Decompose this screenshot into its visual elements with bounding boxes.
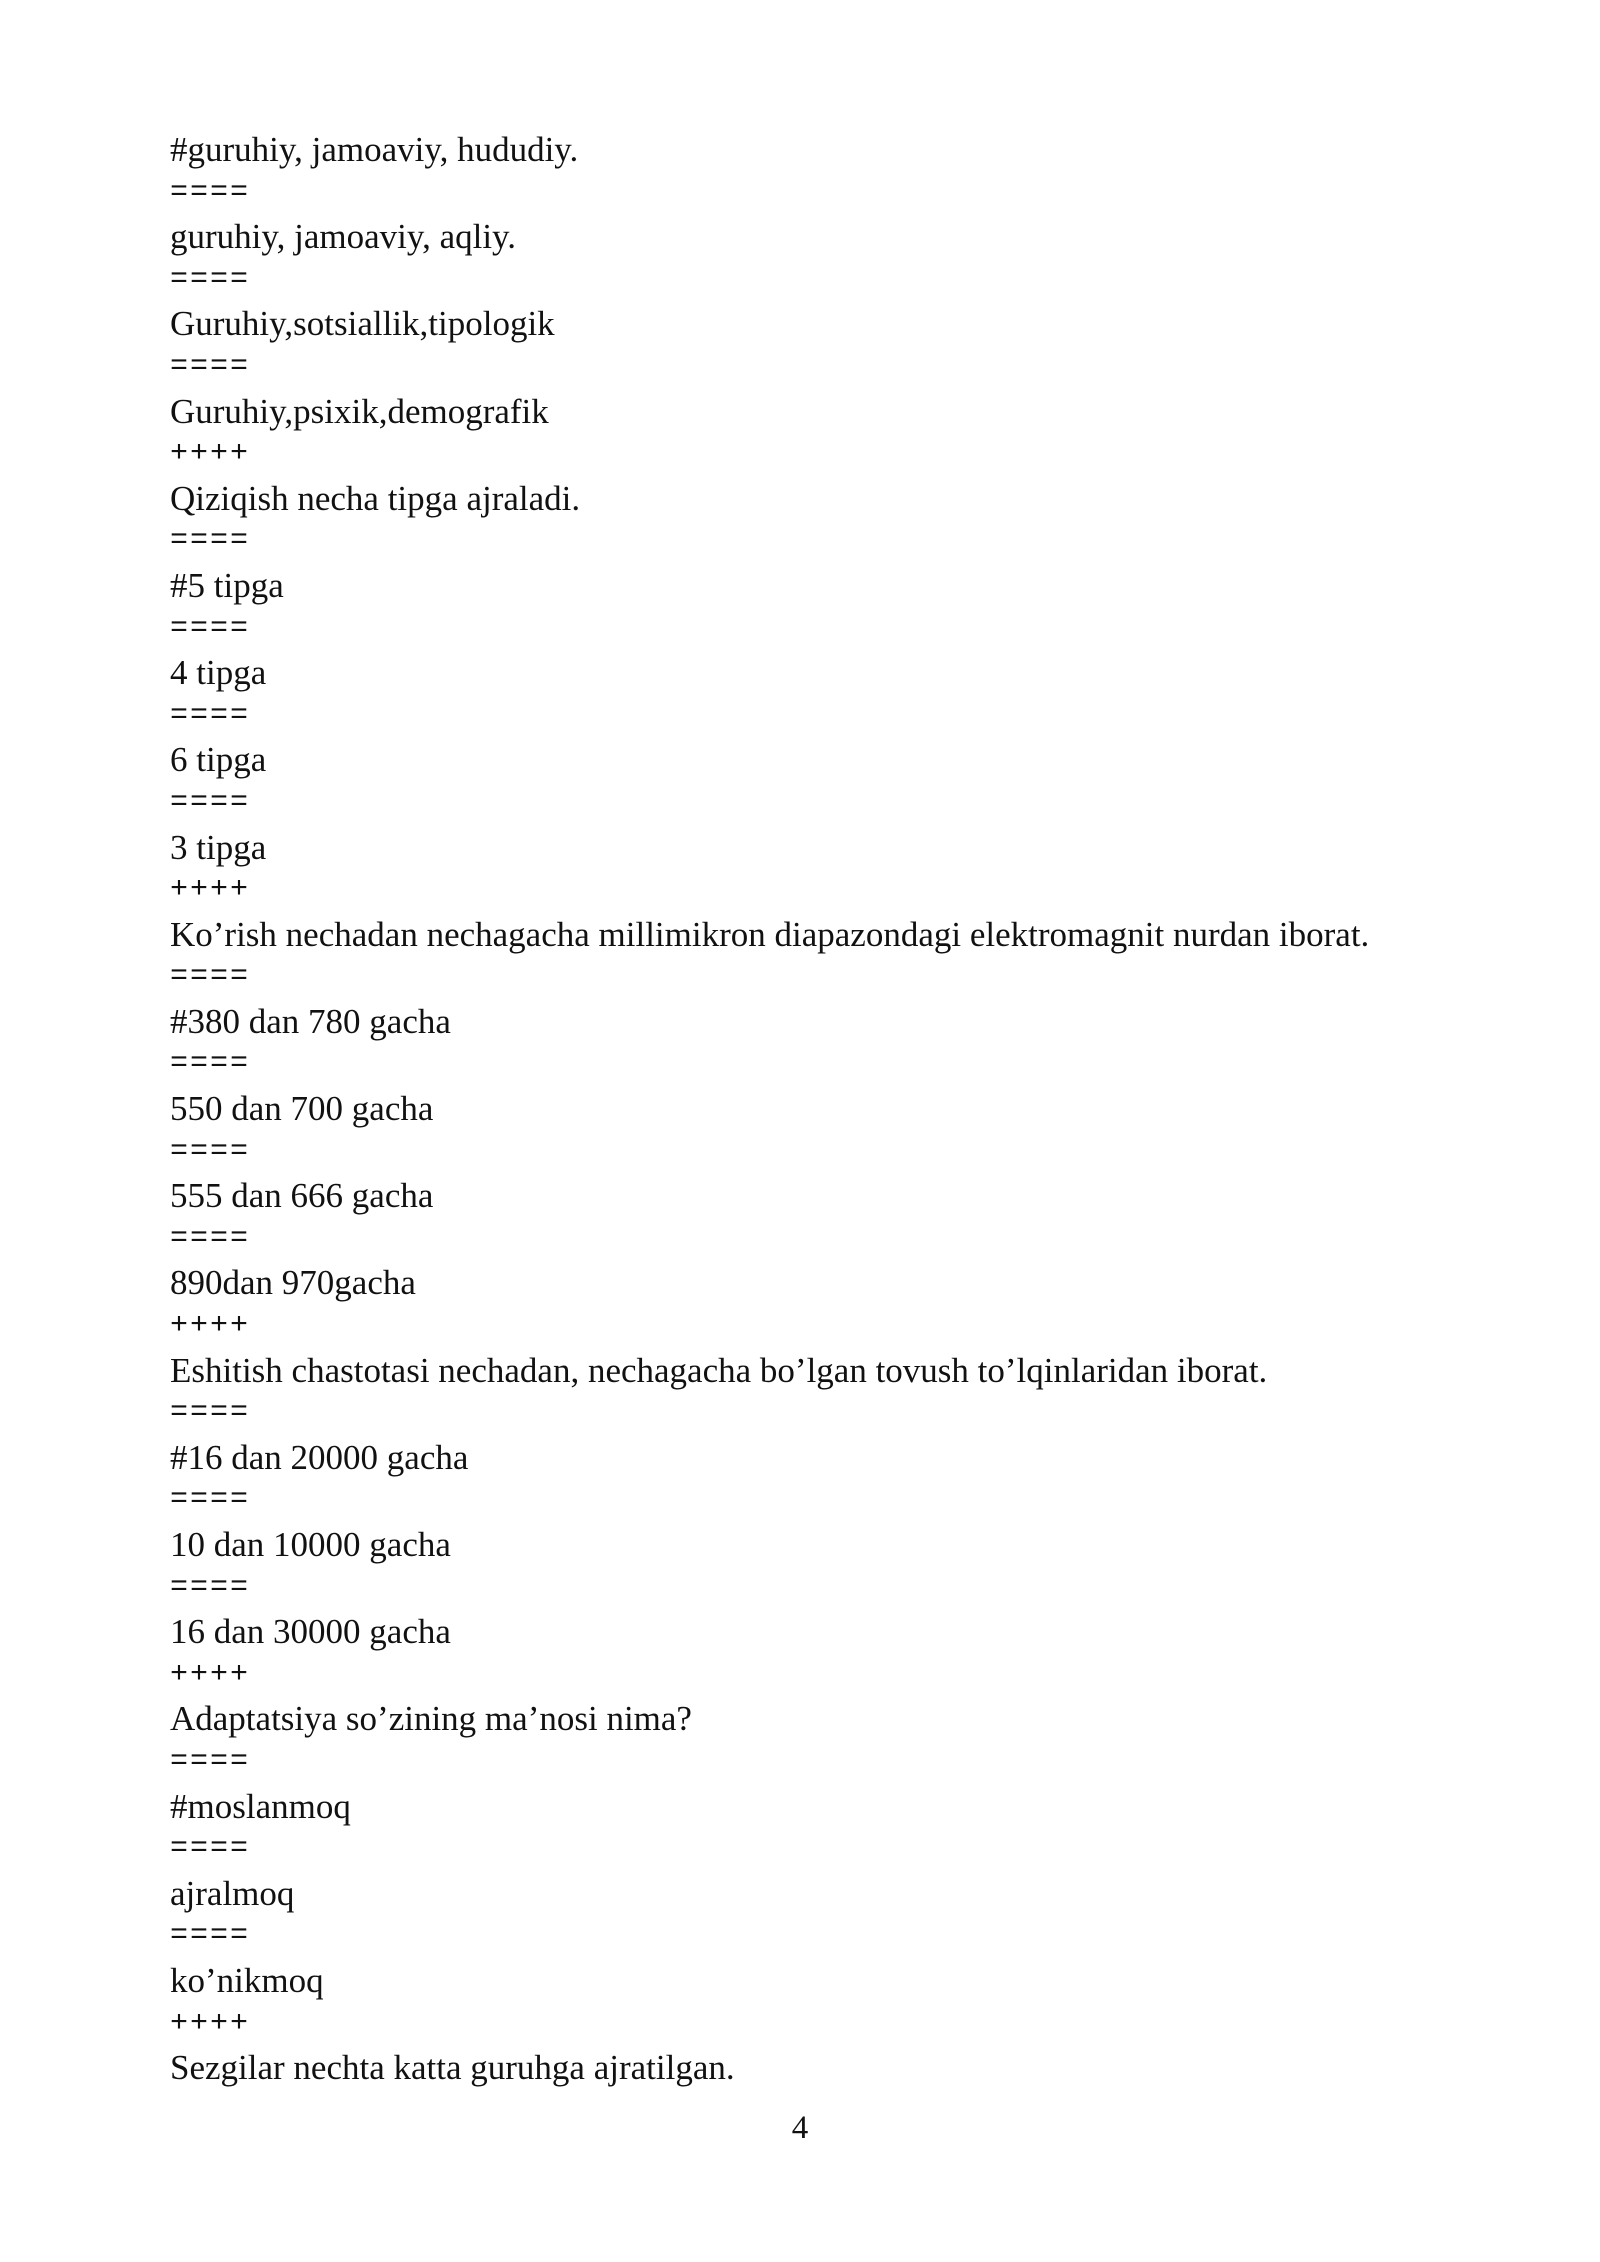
answer-option: #guruhiy, jamoaviy, hududiy. (170, 130, 579, 169)
option-separator: ==== (170, 524, 251, 559)
option-separator: ==== (170, 1134, 251, 1169)
question-separator: ++++ (170, 1309, 251, 1344)
option-separator: ==== (170, 698, 251, 733)
answer-option: #moslanmoq (170, 1786, 351, 1826)
answer-option: 555 dan 666 gacha (170, 1176, 434, 1216)
answer-option: Guruhiy,sotsiallik,tipologik (170, 304, 555, 344)
answer-option: #5 tipga (170, 565, 284, 605)
answer-option: #380 dan 780 gacha (170, 1001, 451, 1041)
option-separator: ==== (170, 1919, 251, 1954)
answer-option: 6 tipga (170, 740, 267, 780)
answer-option: 10 dan 10000 gacha (170, 1525, 451, 1564)
question-text: Eshitish chastotasi nechadan, nechagacha bo’lgan tovush to’lqinlaridan iborat. (170, 1350, 1268, 1390)
answer-option: ko’nikmoq (170, 1960, 324, 2000)
answer-option: 550 dan 700 gacha (170, 1089, 434, 1129)
answer-option: 4 tipga (170, 653, 267, 693)
answer-option: #16 dan 20000 gacha (170, 1437, 469, 1477)
question-separator: ++++ (170, 2006, 251, 2041)
question-text: Sezgilar nechta katta guruhga ajratilgan. (170, 2048, 735, 2088)
page-number: 4 (791, 2110, 809, 2146)
answer-option: guruhiy, jamoaviy, aqliy. (170, 217, 517, 257)
question-separator: ++++ (170, 437, 251, 472)
option-separator: ==== (170, 1744, 251, 1779)
option-separator: ==== (170, 1570, 251, 1605)
option-separator: ==== (170, 1221, 251, 1256)
answer-option: 3 tipga (170, 827, 267, 867)
option-separator: ==== (170, 1396, 251, 1431)
document-body (170, 128, 1490, 2090)
option-separator: ==== (170, 175, 251, 210)
option-separator: ==== (170, 262, 251, 297)
option-separator: ==== (170, 785, 251, 820)
question-text: Qiziqish necha tipga ajraladi. (170, 478, 581, 518)
option-separator: ==== (170, 1832, 251, 1867)
answer-option: ajralmoq (170, 1873, 295, 1913)
option-separator: ==== (170, 1047, 251, 1082)
question-separator: ++++ (170, 1657, 251, 1692)
answer-option: 890dan 970gacha (170, 1263, 416, 1303)
option-separator: ==== (170, 960, 251, 995)
option-separator: ==== (170, 1483, 251, 1518)
option-separator: ==== (170, 611, 251, 646)
question-text: Ko’rish nechadan nechagacha millimikron diapazondagi elektromagnit nurdan iborat. (170, 914, 1370, 954)
question-separator: ++++ (170, 873, 251, 908)
option-separator: ==== (170, 349, 251, 384)
answer-option: 16 dan 30000 gacha (170, 1612, 451, 1652)
question-text: Adaptatsiya so’zining ma’nosi nima? (170, 1699, 692, 1739)
answer-option: Guruhiy,psixik,demografik (170, 391, 549, 431)
